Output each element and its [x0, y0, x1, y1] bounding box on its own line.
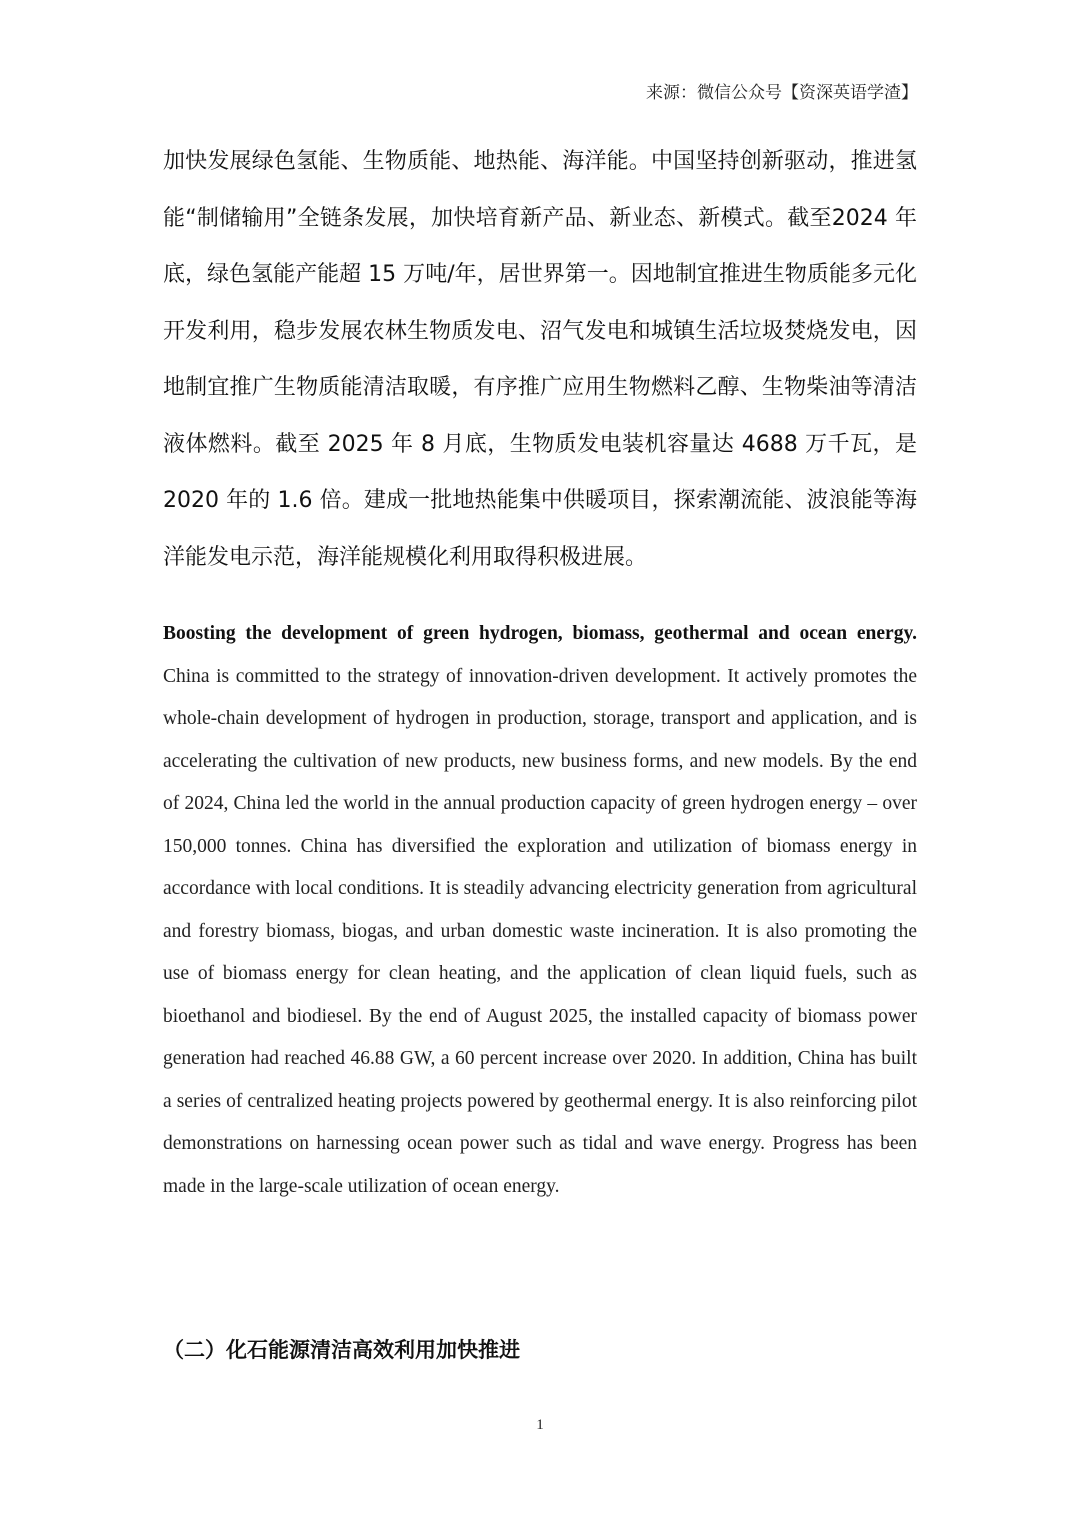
page-number: 1 [536, 1417, 544, 1433]
section-heading: （二）化石能源清洁高效利用加快推进 [163, 1338, 520, 1362]
source-attribution: 来源：微信公众号【资深英语学渣】 [646, 83, 918, 103]
english-paragraph-lead: Boosting the development of green hydrogen, biomass, geothermal and ocean energy. [163, 623, 917, 644]
english-paragraph [163, 613, 917, 1208]
chinese-paragraph: 加快发展绿色氢能、生物质能、地热能、海洋能。中国坚持创新驱动，推进氢能“制储输用”全链条发展，加快培育新产品、新业态、新模式。截至2024 年底，绿色氢能产能超 15 万吨/年，居世界第一。因地制宜推进生物质能多元化开发利用，稳步发展农林生物质发电、沼气发电和城镇生活垃圾焚烧发电，因地制宜推广生物质能清洁取暖，有序推广应用生物燃料乙醇、生物柴油等清洁液体燃料。截至 2025 年 8 月底，生物质发电装机容量达 4688 万千瓦，是 2020 年的 1.6 倍。建成一批地热能集中供暖项目，探索潮流能、波浪能等海洋能发电示范，海洋能规模化利用取得积极进展。 [163, 149, 917, 570]
english-paragraph-body: China is committed to the strategy of innovation-driven development. It actively promotes the whole-chain development of hydrogen in production, storage, transport and application, and is accelerating the cultivation of new products, new business forms, and new models. By the end of 2024, China led the world in the annual production capacity of green hydrogen energy – over 150,000 tonnes. China has diversified the exploration and utilization of biomass energy in accordance with local conditions. It is steadily advancing electricity generation from agricultural and forestry biomass, biogas, and urban domestic waste incineration. It is also promoting the use of biomass energy for clean heating, and the application of clean liquid fuels, such as bioethanol and biodiesel. By the end of August 2025, the installed capacity of biomass power generation had reached 46.88 GW, a 60 percent increase over 2020. In addition, China has built a series of centralized heating projects powered by geothermal energy. It is also reinforcing pilot demonstrations on harnessing ocean power such as tidal and wave energy. Progress has been made in the large-scale utilization of ocean energy. [163, 665, 917, 1197]
